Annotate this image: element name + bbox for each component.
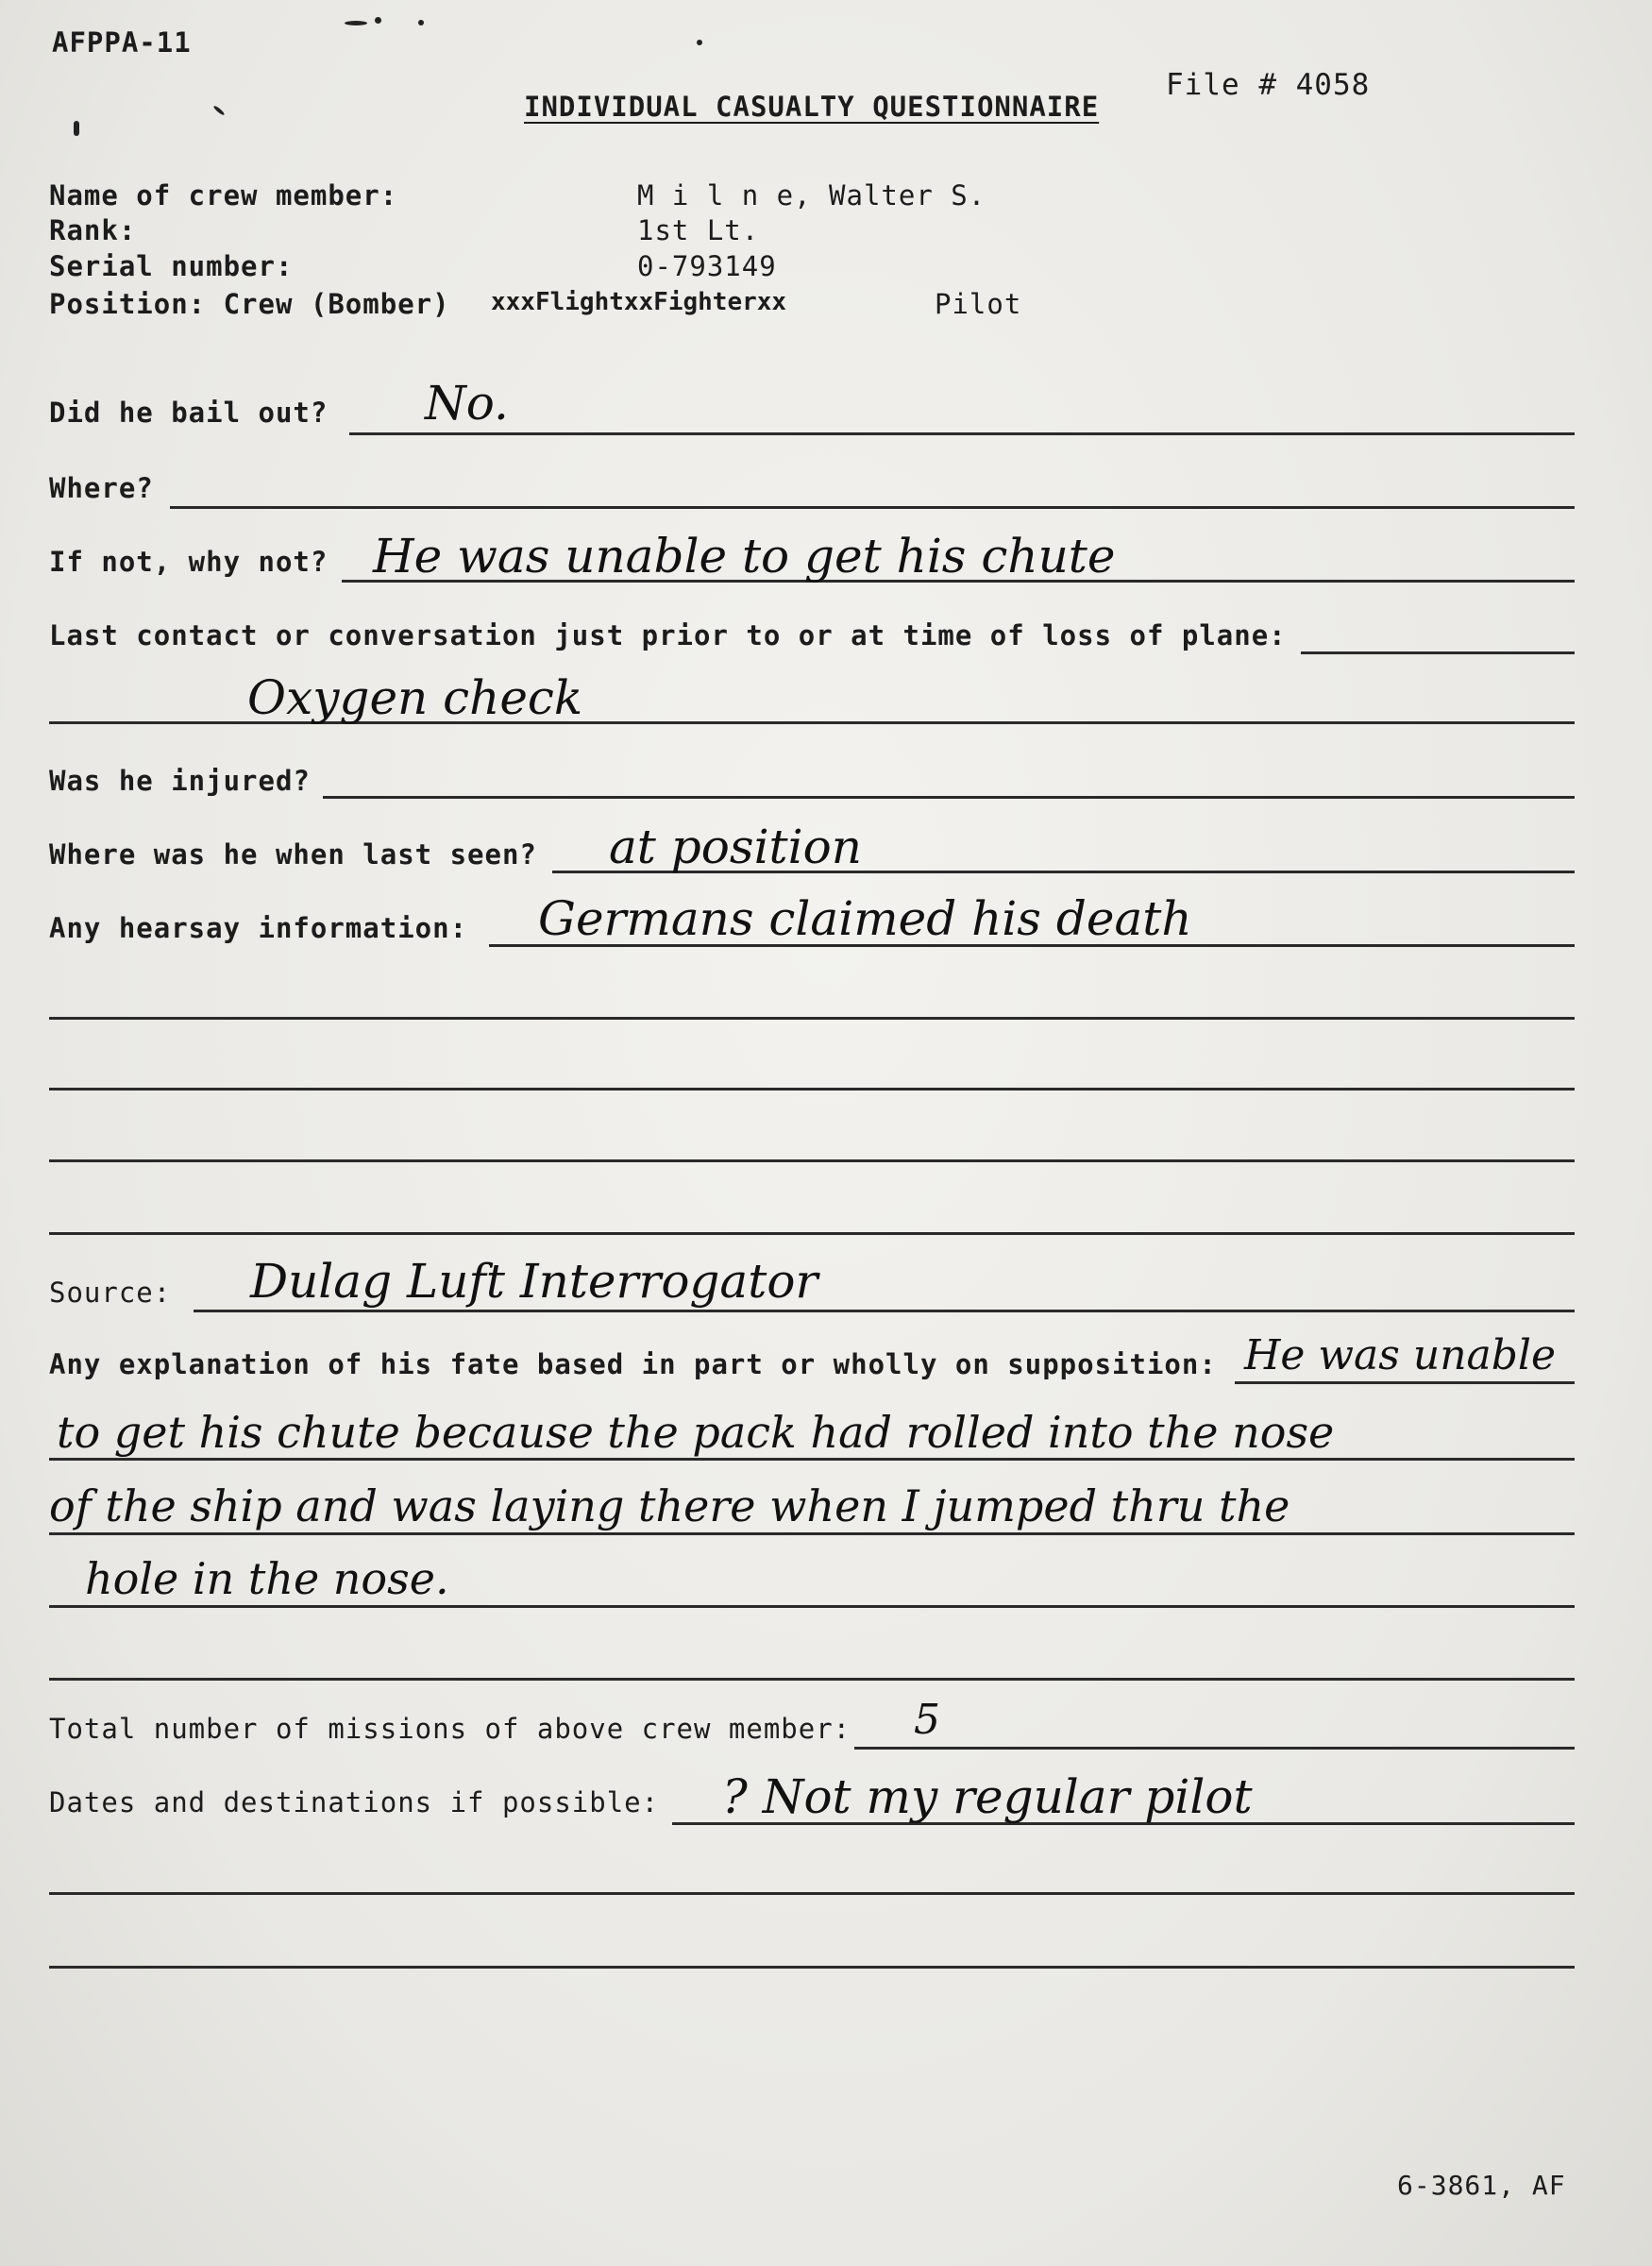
explanation-line-1: He was unable bbox=[1244, 1331, 1557, 1379]
source-label: Source: bbox=[49, 1277, 172, 1309]
ink-speck bbox=[345, 21, 367, 25]
ink-speck bbox=[697, 40, 702, 45]
bail-label: Did he bail out? bbox=[49, 397, 329, 429]
answer-line bbox=[49, 1966, 1575, 1969]
answer-line bbox=[1235, 1381, 1575, 1384]
ink-speck bbox=[375, 17, 381, 24]
name-label: Name of crew member: bbox=[49, 179, 398, 211]
answer-line bbox=[49, 1458, 1575, 1461]
answer-line bbox=[49, 1088, 1575, 1091]
position-value: Pilot bbox=[935, 288, 1022, 320]
injured-label: Was he injured? bbox=[49, 765, 311, 797]
dates-answer: ? Not my regular pilot bbox=[722, 1769, 1253, 1824]
answer-line bbox=[49, 1678, 1575, 1681]
contact-answer: Oxygen check bbox=[247, 670, 583, 725]
form-code: AFPPA-11 bbox=[52, 26, 192, 59]
where-label: Where? bbox=[49, 472, 154, 504]
ink-speck bbox=[74, 121, 79, 136]
answer-line bbox=[49, 1532, 1575, 1535]
hearsay-answer: Germans claimed his death bbox=[538, 891, 1192, 946]
rank-label: Rank: bbox=[49, 214, 137, 246]
ink-speck bbox=[212, 105, 225, 116]
serial-label: Serial number: bbox=[49, 250, 294, 282]
answer-line bbox=[170, 506, 1575, 509]
dates-label: Dates and destinations if possible: bbox=[49, 1786, 660, 1818]
explanation-line-3: of the ship and was laying there when I jumped thru the bbox=[49, 1480, 1290, 1531]
answer-line bbox=[49, 1232, 1575, 1235]
answer-line bbox=[349, 432, 1575, 435]
answer-line bbox=[854, 1747, 1575, 1750]
contact-label: Last contact or conversation just prior to or at time of loss of plane: bbox=[49, 619, 1287, 651]
bail-answer: No. bbox=[425, 376, 509, 431]
answer-line bbox=[1301, 651, 1575, 654]
position-struck-text: xxxFlightxxFighterxx bbox=[491, 288, 787, 316]
file-number: File # 4058 bbox=[1166, 68, 1371, 102]
explanation-line-4: hole in the nose. bbox=[85, 1553, 449, 1604]
why-answer: He was unable to get his chute bbox=[373, 529, 1116, 583]
last-seen-label: Where was he when last seen? bbox=[49, 838, 537, 871]
answer-line bbox=[323, 796, 1575, 799]
rank-value: 1st Lt. bbox=[637, 214, 760, 246]
form-title: INDIVIDUAL CASUALTY QUESTIONNAIRE bbox=[524, 91, 1100, 123]
name-value: M i l n e, Walter S. bbox=[637, 179, 986, 211]
explanation-label: Any explanation of his fate based in part or wholly on supposition: bbox=[49, 1348, 1217, 1380]
source-answer: Dulag Luft Interrogator bbox=[250, 1254, 818, 1309]
position-label: Position: Crew (Bomber) bbox=[49, 288, 450, 320]
hearsay-label: Any hearsay information: bbox=[49, 912, 468, 944]
missions-answer: 5 bbox=[914, 1696, 940, 1744]
answer-line bbox=[49, 1605, 1575, 1608]
answer-line bbox=[49, 1159, 1575, 1162]
missions-label: Total number of missions of above crew member: bbox=[49, 1713, 851, 1745]
answer-line bbox=[49, 1017, 1575, 1020]
answer-line bbox=[194, 1310, 1575, 1312]
form-number: 6-3861, AF bbox=[1397, 2170, 1566, 2201]
serial-value: 0-793149 bbox=[637, 250, 777, 282]
why-label: If not, why not? bbox=[49, 546, 329, 578]
explanation-line-2: to get his chute because the pack had rolled into the nose bbox=[57, 1407, 1335, 1458]
last-seen-answer: at position bbox=[609, 820, 862, 874]
answer-line bbox=[49, 1892, 1575, 1895]
ink-speck bbox=[418, 20, 424, 25]
